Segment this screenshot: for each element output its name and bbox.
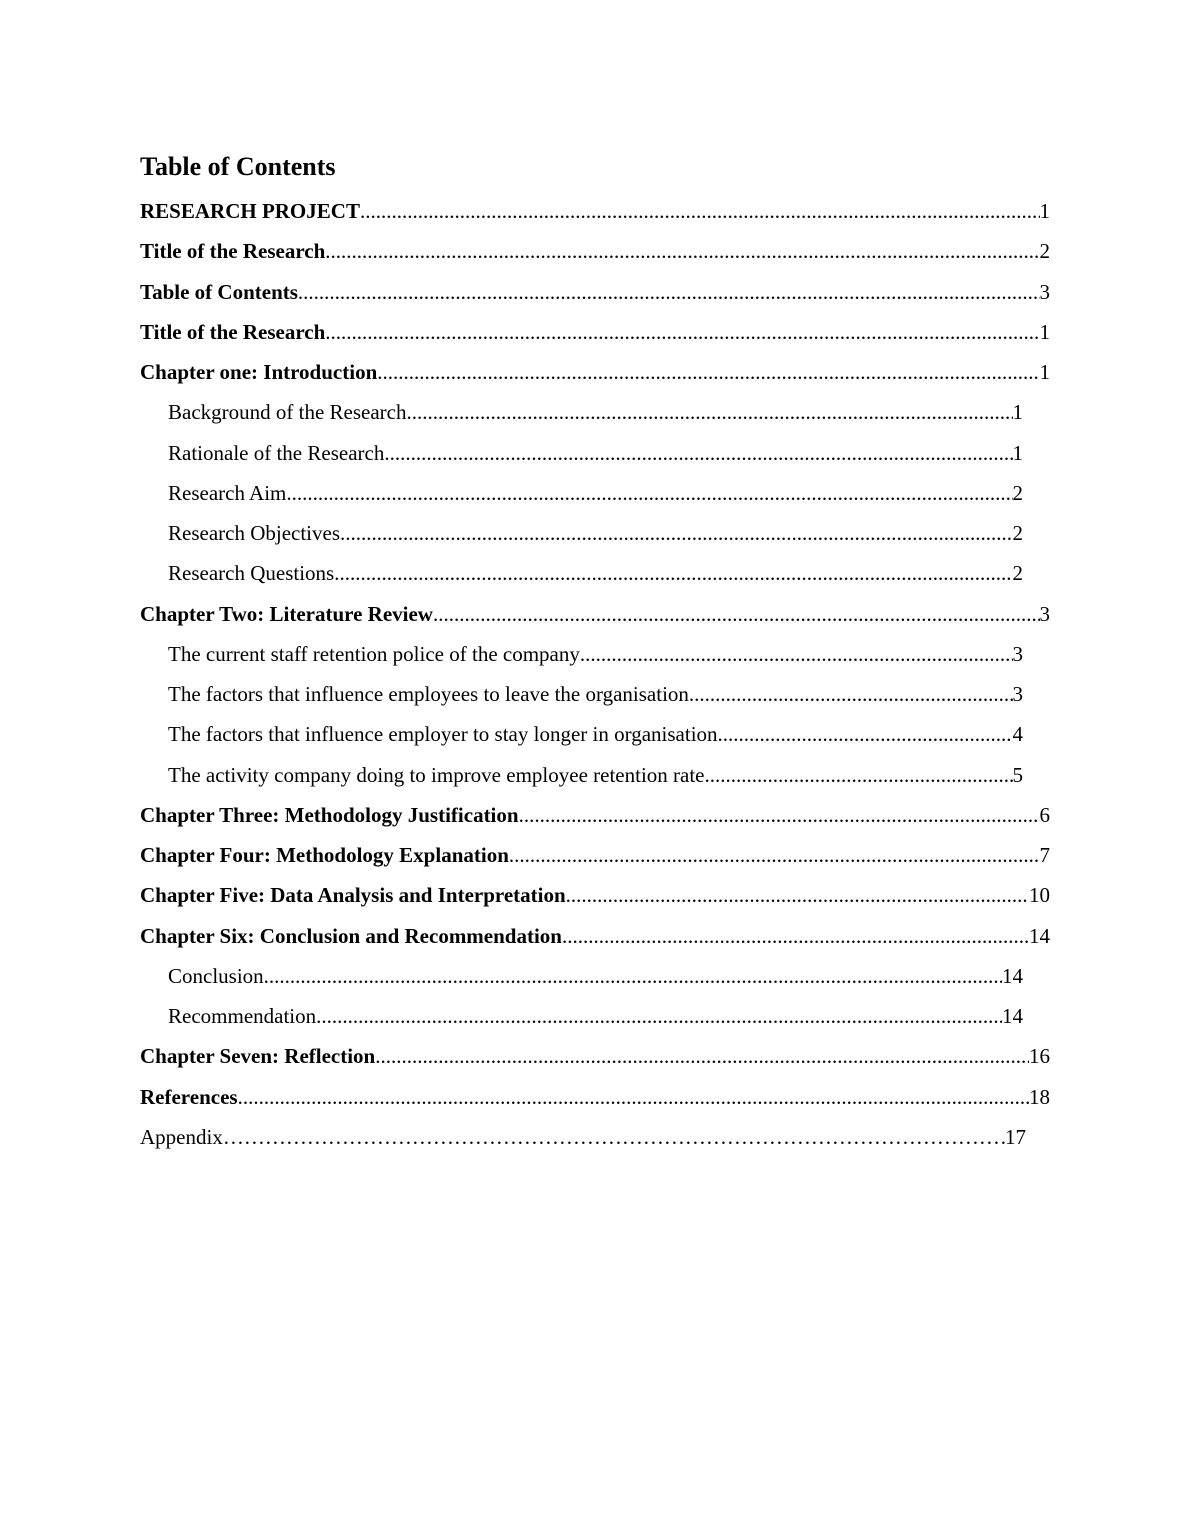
toc-entry-page: 6 (1039, 803, 1050, 827)
toc-entry[interactable] (140, 235, 1050, 267)
toc-subentry[interactable] (168, 759, 1023, 791)
toc-entry[interactable] (140, 1081, 1050, 1113)
toc-entry-label: Chapter Three: Methodology Justification (140, 803, 519, 827)
toc-entry[interactable] (140, 1040, 1050, 1072)
toc-entry-label: Research Objectives (168, 521, 341, 545)
dot-leader (375, 1040, 1029, 1072)
toc-entry-label: Research Questions (168, 561, 335, 585)
toc-entry-label: Title of the Research (140, 239, 326, 263)
toc-entry-label: Title of the Research (140, 320, 326, 344)
toc-entry-label: Recommendation (168, 1004, 317, 1028)
toc-entry-label: RESEARCH PROJECT (140, 199, 360, 223)
toc-entry-page: 2 (1039, 239, 1050, 263)
toc-entry-page: 3 (1039, 602, 1050, 626)
toc-subentry[interactable] (168, 477, 1023, 509)
dot-leader (519, 799, 1040, 831)
toc-subentry[interactable] (168, 517, 1023, 549)
toc-subentry[interactable] (168, 718, 1023, 750)
toc-entry-page: 1 (1039, 320, 1050, 344)
dot-leader (334, 557, 1012, 589)
toc-entry[interactable] (140, 356, 1050, 388)
toc-subentry[interactable] (168, 638, 1023, 670)
toc-subentry[interactable] (168, 678, 1023, 710)
toc-entry[interactable] (140, 276, 1050, 308)
dot-leader (325, 316, 1039, 348)
toc-entry[interactable] (140, 920, 1050, 952)
dot-leader (298, 276, 1040, 308)
toc-entry-label: Research Aim (168, 481, 287, 505)
dot-leader (509, 839, 1040, 871)
dot-leader (689, 678, 1013, 710)
toc-entry-page: 1 (1012, 441, 1023, 465)
toc-entry-label: Chapter one: Introduction (140, 360, 378, 384)
toc-entry-page: 18 (1029, 1085, 1050, 1109)
toc-entry-label: Chapter Six: Conclusion and Recommendation (140, 924, 562, 948)
toc-entry[interactable] (140, 1121, 1026, 1153)
toc-entry-page: 2 (1012, 521, 1023, 545)
toc-entry[interactable] (140, 839, 1050, 871)
toc-entry-label: Background of the Research (168, 400, 407, 424)
dot-leader (238, 1081, 1029, 1113)
toc-entry-page: 14 (1002, 964, 1023, 988)
toc-entry-label: Appendix (140, 1125, 223, 1149)
toc-entry-page: 7 (1039, 843, 1050, 867)
toc-entry[interactable] (140, 316, 1050, 348)
toc-entry-page: 2 (1012, 481, 1023, 505)
toc-entry-page: 3 (1012, 682, 1023, 706)
dot-leader (316, 1000, 1002, 1032)
toc-entry-label: Table of Contents (140, 280, 298, 304)
toc-entry-page: 3 (1012, 642, 1023, 666)
toc-entry-page: 10 (1029, 883, 1050, 907)
dot-leader (377, 356, 1039, 388)
toc-subentry[interactable] (168, 1000, 1023, 1032)
toc-entry-page: 1 (1039, 199, 1050, 223)
dot-leader (407, 396, 1013, 428)
toc-entry[interactable] (140, 598, 1050, 630)
toc-entry-page: 17 (1005, 1125, 1026, 1149)
toc-entry-label: The current staff retention police of the company (168, 642, 580, 666)
toc-entry-page: 4 (1012, 722, 1023, 746)
toc-entry-page: 16 (1029, 1044, 1050, 1068)
dot-leader (286, 477, 1012, 509)
toc-entry-page: 1 (1039, 360, 1050, 384)
toc-entry-page: 2 (1012, 561, 1023, 585)
toc-entry-label: Chapter Seven: Reflection (140, 1044, 376, 1068)
dot-leader (433, 598, 1040, 630)
dot-leader (325, 235, 1039, 267)
toc-subentry[interactable] (168, 557, 1023, 589)
toc-entry-label: Chapter Two: Literature Review (140, 602, 433, 626)
toc-entry-page: 14 (1029, 924, 1050, 948)
toc-entry-page: 5 (1012, 763, 1023, 787)
dot-leader (264, 960, 1002, 992)
dot-leader (566, 879, 1029, 911)
toc-entry-label: The factors that influence employer to stay longer in organisation (168, 722, 718, 746)
toc-entry-page: 14 (1002, 1004, 1023, 1028)
toc-subentry[interactable] (168, 437, 1023, 469)
dot-leader (223, 1121, 1005, 1153)
toc-entry[interactable] (140, 195, 1050, 227)
toc-subentry[interactable] (168, 960, 1023, 992)
dot-leader (718, 718, 1013, 750)
toc-entry-label: Chapter Four: Methodology Explanation (140, 843, 509, 867)
toc-entry[interactable] (140, 879, 1050, 911)
toc-entry-label: Rationale of the Research (168, 441, 385, 465)
toc-entry-label: The factors that influence employees to leave the organisation (168, 682, 689, 706)
toc-entry-page: 1 (1012, 400, 1023, 424)
dot-leader (580, 638, 1013, 670)
toc-entry-label: References (140, 1085, 238, 1109)
page-title: Table of Contents (140, 152, 336, 181)
toc-entry-page: 3 (1039, 280, 1050, 304)
toc-subentry[interactable] (168, 396, 1023, 428)
dot-leader (360, 195, 1040, 227)
toc-entry-label: Chapter Five: Data Analysis and Interpretation (140, 883, 566, 907)
dot-leader (562, 920, 1029, 952)
toc-entry-label: Conclusion (168, 964, 264, 988)
toc-entry-label: The activity company doing to improve employee retention rate (168, 763, 705, 787)
toc-entry[interactable] (140, 799, 1050, 831)
dot-leader (705, 759, 1013, 791)
dot-leader (384, 437, 1012, 469)
dot-leader (340, 517, 1012, 549)
